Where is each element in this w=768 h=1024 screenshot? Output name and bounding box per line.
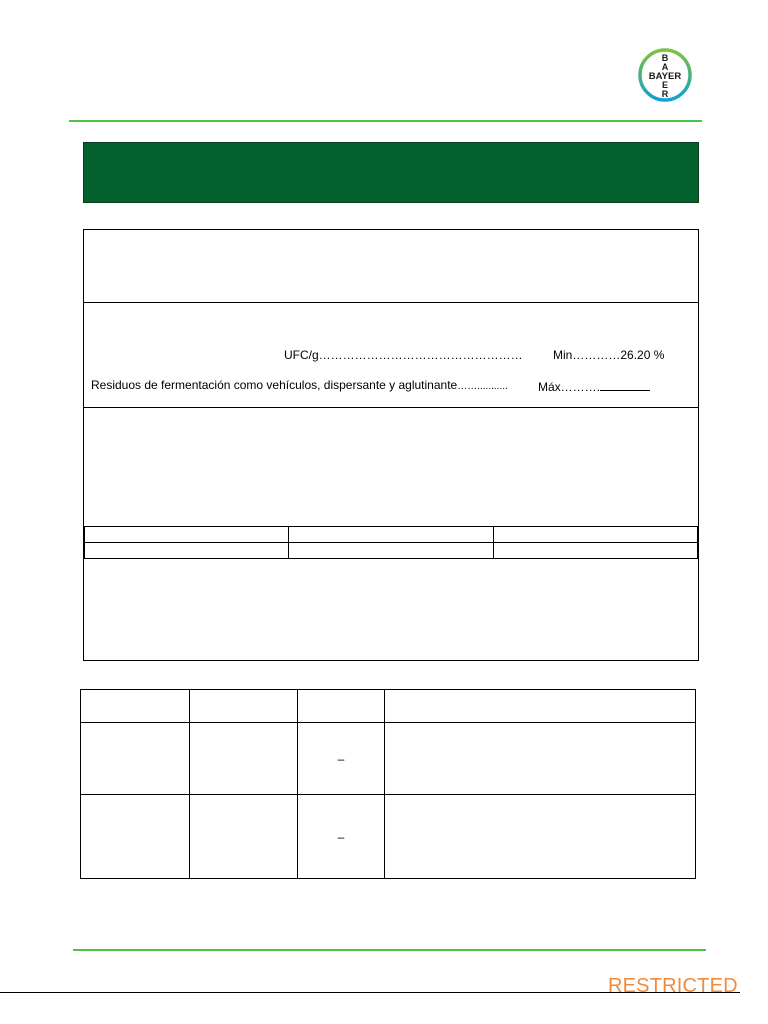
grid-cell [289,543,493,559]
grid-cell [289,527,493,543]
residue-label: Residuos de fermentación como vehículos, dispersante y aglutinante [91,378,458,392]
table-cell [385,795,696,879]
bayer-logo [637,46,693,104]
grid-cell [493,527,697,543]
min-value: 26.20 % [620,348,665,362]
table-row [81,795,696,879]
table-header-cell [385,690,696,723]
table-header-cell [298,690,385,723]
max-dots: ………. [560,380,601,394]
classification-label: RESTRICTED [608,975,738,997]
residue-line [91,378,508,392]
header-divider [69,120,702,122]
max-label: Máx [538,380,561,394]
logo-letter: E [661,80,669,90]
section-divider [84,302,698,303]
logo-letter: A [661,62,669,72]
min-label: Min [553,348,573,362]
grid-cell [85,543,289,559]
ufc-label: UFC/g [284,348,319,362]
table-cell [385,723,696,795]
grid-cell [493,543,697,559]
table-cell [190,723,298,795]
table-cell [190,795,298,879]
grid-cell [85,527,289,543]
dash-cell: – [298,795,385,879]
ufc-dots: …………………………………………… [318,348,523,362]
table-cell [81,795,190,879]
title-bar [83,142,699,203]
application-table [80,689,696,879]
empty-grid [84,526,698,559]
ufc-line [284,348,523,362]
logo-letter: R [661,89,669,99]
ufc-min [553,348,664,362]
max-value-blank [600,378,650,391]
logo-letter: B [661,53,669,63]
logo-word: BAYER [648,71,682,82]
table-cell [81,723,190,795]
table-header-cell [81,690,190,723]
footer-divider [73,949,706,951]
section-divider [84,407,698,408]
product-info-box [83,229,699,661]
min-dots: ………… [572,348,621,362]
residue-max [538,378,650,394]
dash-cell: – [298,723,385,795]
table-row [81,723,696,795]
residue-dots: ……........... [457,381,508,392]
table-header-cell [190,690,298,723]
